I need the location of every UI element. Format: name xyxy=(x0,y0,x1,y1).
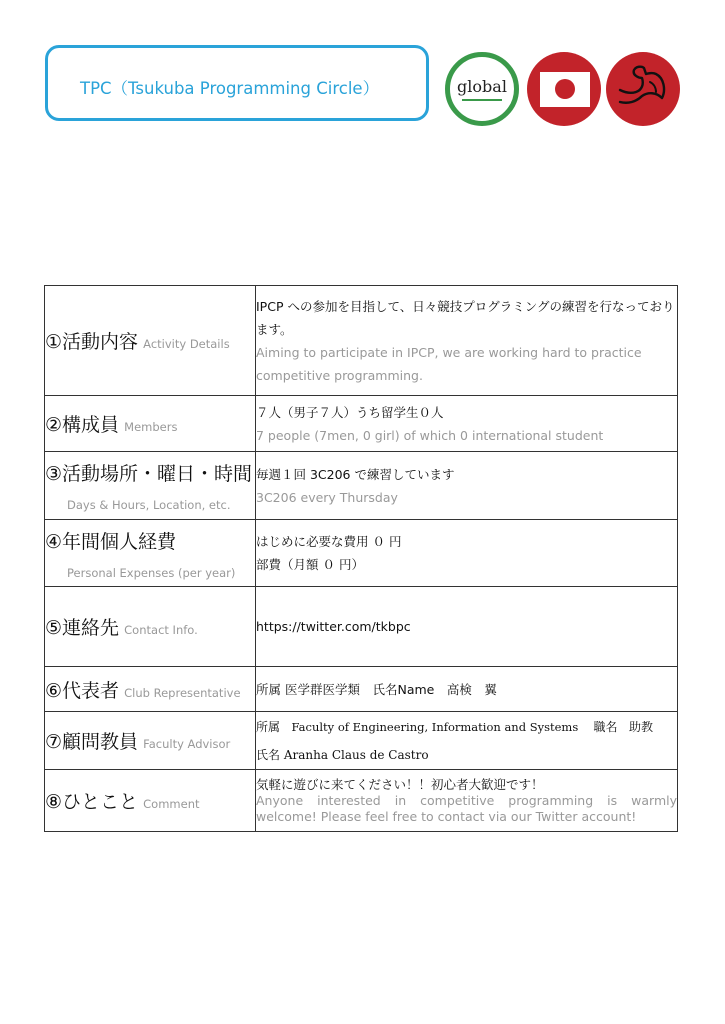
flexed-arm-icon xyxy=(606,52,680,126)
advisor-name-line xyxy=(256,741,677,769)
content-line: はじめに必要な費用 ０ 円 xyxy=(256,534,402,549)
label-representative xyxy=(45,667,256,712)
contact-link[interactable]: https://twitter.com/tkbpc xyxy=(256,619,411,634)
label-jp: 連絡先 xyxy=(62,617,120,639)
row-number: ① xyxy=(45,331,63,353)
flag-rect xyxy=(540,72,590,107)
label-en: Contact Info. xyxy=(124,623,198,637)
advisor-affiliation-line xyxy=(256,713,677,741)
content-place xyxy=(256,452,678,520)
position-label: 職名 xyxy=(593,719,618,734)
content-jp: 毎週１回 3C206 で練習しています xyxy=(256,466,455,482)
content-representative xyxy=(256,667,678,712)
row-advisor xyxy=(45,712,678,770)
label-members xyxy=(45,396,256,452)
content-en: Aiming to participate in IPCP, we are working hard to practice competitive programming. xyxy=(256,344,642,383)
content-jp: IPCP への参加を目指して、日々競技プログラミングの練習を行なっております。 xyxy=(256,298,675,337)
content-en: Anyone interested in competitive programming is warmly welcome! Please feel free to contact via our Twitter account! xyxy=(256,793,677,824)
label-en: Members xyxy=(124,420,178,434)
label-en: Days & Hours, Location, etc. xyxy=(67,498,231,512)
flag-sun xyxy=(555,79,575,99)
label-contact xyxy=(45,587,256,667)
content-en: 3C206 every Thursday xyxy=(256,489,398,505)
content-contact xyxy=(256,587,678,667)
content-advisor xyxy=(256,712,678,770)
row-number: ④ xyxy=(45,530,63,553)
label-en: Club Representative xyxy=(124,685,241,700)
label-advisor xyxy=(45,712,256,770)
flexed-arm-svg xyxy=(606,52,680,126)
content-jp: 気軽に遊びに来てください！！初心者大歓迎です！ xyxy=(256,777,544,792)
content-comment xyxy=(256,770,678,832)
label-en: Personal Expenses (per year) xyxy=(67,565,236,580)
label-jp: 活動場所・曜日・時間 xyxy=(62,463,253,485)
label-jp: 活動内容 xyxy=(62,331,139,353)
row-number: ⑥ xyxy=(45,679,63,702)
japan-flag-icon xyxy=(527,52,601,126)
global-badge-icon xyxy=(445,52,519,126)
affil-label: 所属 xyxy=(256,719,281,734)
row-number: ⑤ xyxy=(45,617,63,639)
content-expenses xyxy=(256,520,678,587)
row-number: ③ xyxy=(45,463,63,485)
club-info-table xyxy=(44,285,678,832)
label-place xyxy=(45,452,256,520)
name-label: 氏名 xyxy=(256,747,281,762)
global-badge-label: global xyxy=(457,77,507,96)
content-activity xyxy=(256,286,678,396)
row-expenses xyxy=(45,520,678,587)
content-line: 部費（月額 ０ 円） xyxy=(256,557,364,572)
label-comment xyxy=(45,770,256,832)
row-number: ⑦ xyxy=(45,731,63,753)
row-place xyxy=(45,452,678,520)
content-en: 7 people (7men, 0 girl) of which 0 international student xyxy=(256,427,604,443)
row-comment xyxy=(45,770,678,832)
row-activity xyxy=(45,286,678,396)
row-number: ⑧ xyxy=(45,791,63,813)
name-value: Aranha Claus de Castro xyxy=(283,747,429,762)
label-en: Activity Details xyxy=(143,337,230,351)
label-expenses xyxy=(45,520,256,587)
label-jp: 構成員 xyxy=(62,414,120,436)
label-jp: 顧問教員 xyxy=(62,731,139,753)
label-en: Faculty Advisor xyxy=(143,737,231,751)
content-members xyxy=(256,396,678,452)
row-contact xyxy=(45,587,678,667)
label-jp: 代表者 xyxy=(62,679,120,702)
label-activity xyxy=(45,286,256,396)
row-members xyxy=(45,396,678,452)
global-badge-underline xyxy=(462,99,502,101)
affil-value: Faculty of Engineering, Information and Systems xyxy=(291,719,579,734)
position-value: 助教 xyxy=(628,719,653,734)
row-number: ② xyxy=(45,414,63,436)
label-jp: ひとこと xyxy=(62,791,139,813)
label-en: Comment xyxy=(143,797,200,811)
label-jp: 年間個人経費 xyxy=(62,530,177,553)
row-representative xyxy=(45,667,678,712)
club-title: TPC（Tsukuba Programming Circle） xyxy=(80,79,380,98)
content-jp: 所属 医学群医学類 氏名Name 高検 翼 xyxy=(256,681,497,697)
club-title-box xyxy=(45,45,429,121)
content-jp: ７人（男子７人）うち留学生０人 xyxy=(256,404,444,420)
